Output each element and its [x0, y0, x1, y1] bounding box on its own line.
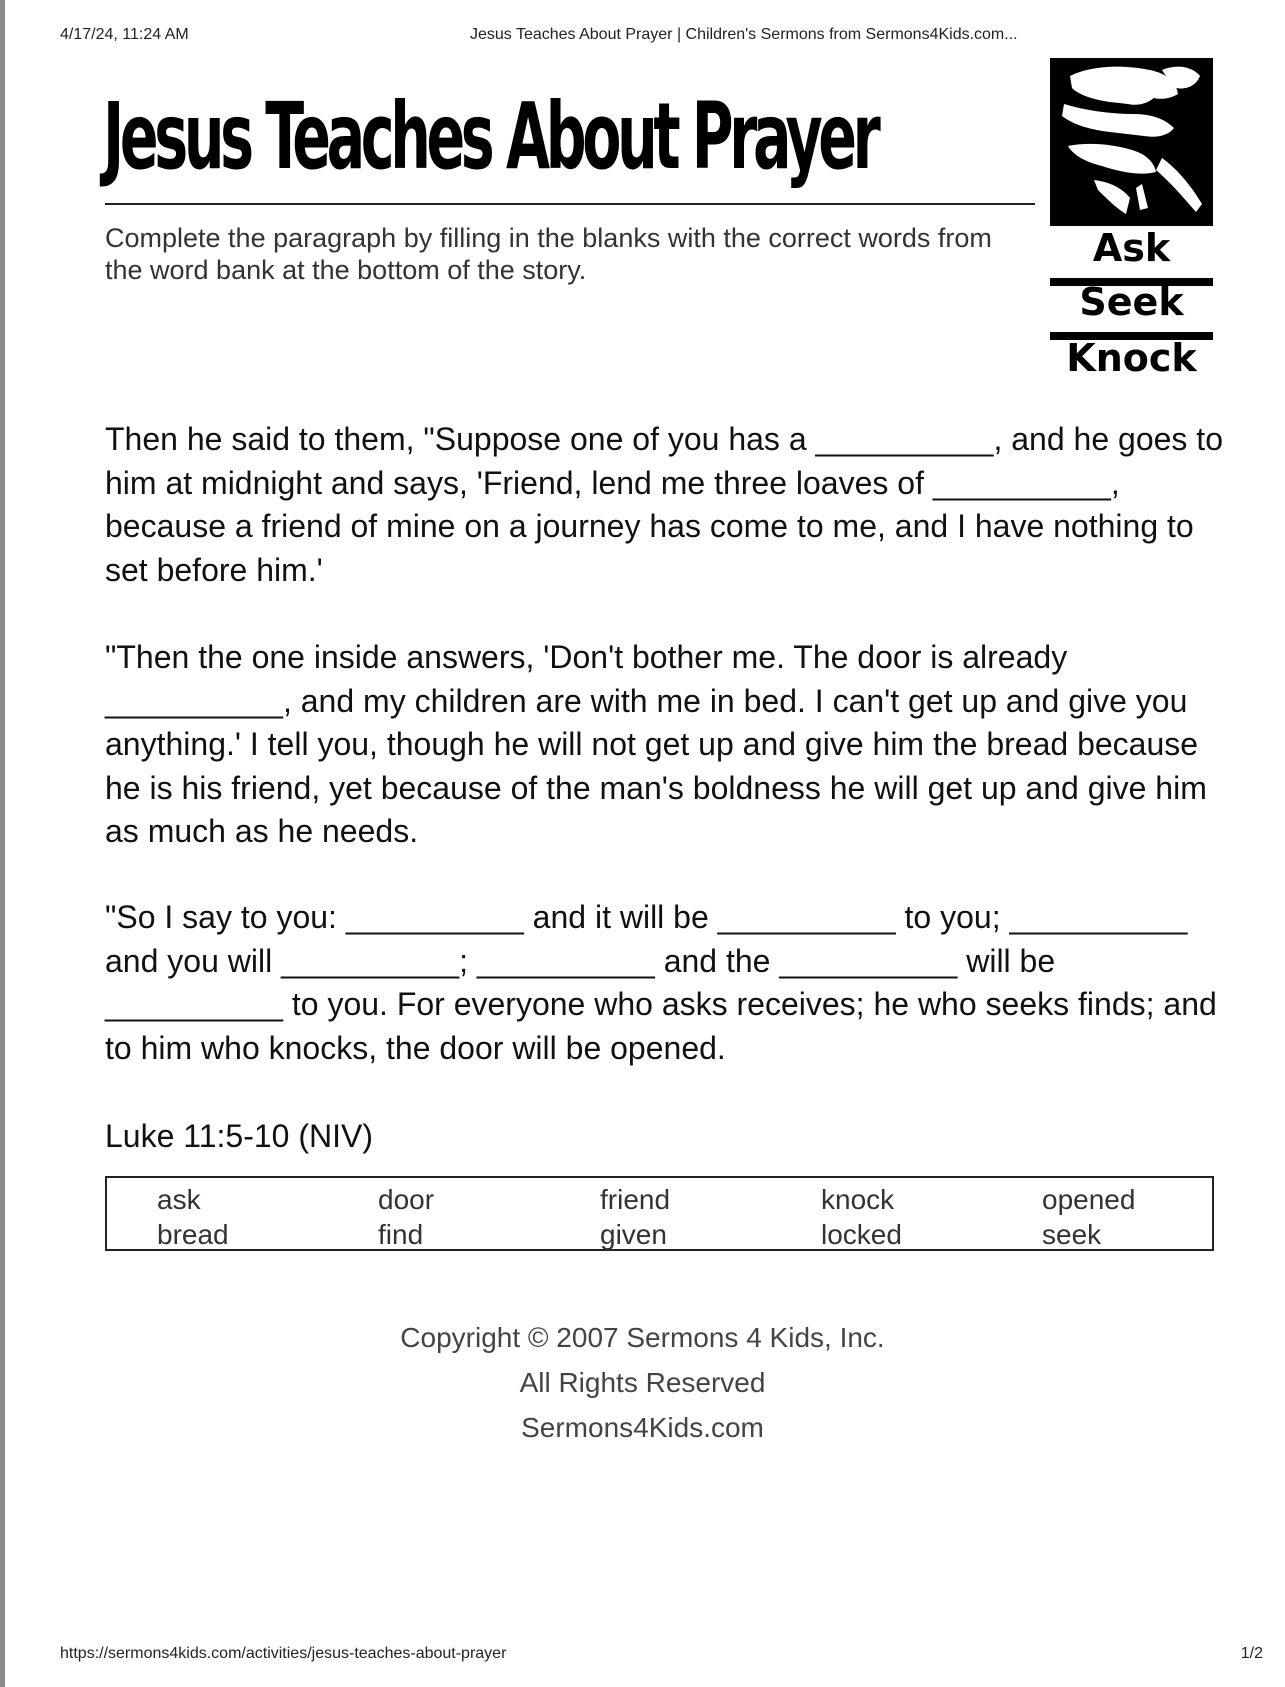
worksheet-title: Jesus Teaches About Prayer — [103, 83, 877, 190]
title-divider — [105, 203, 1035, 205]
rights-line: All Rights Reserved — [519, 1367, 766, 1398]
word-bank-word: opened — [1042, 1184, 1136, 1215]
logo-word-knock: Knock — [1066, 336, 1197, 380]
word-bank-column — [378, 1182, 434, 1252]
word-bank-word: ask — [157, 1184, 201, 1215]
word-bank-column — [821, 1182, 902, 1252]
word-bank-word: door — [378, 1184, 435, 1215]
story-paragraph-2: "Then the one inside answers, 'Don't bother me. The door is already __________, and my children are with me in bed. I can't get up and give you anything.' I tell you, though he will not get up and give him the bread because he is his friend, yet because of the man's boldness he will get up and give him as much as he needs. — [105, 639, 1207, 849]
scripture-reference: Luke 11:5-10 (NIV) — [105, 1118, 373, 1154]
copyright-line: Copyright © 2007 Sermons 4 Kids, Inc. — [400, 1322, 885, 1353]
word-bank-word: locked — [821, 1219, 902, 1250]
print-page-number: 1/2 — [1240, 1645, 1263, 1662]
praying-hands-icon — [1050, 58, 1213, 226]
word-bank-word: knock — [821, 1184, 895, 1215]
word-bank-column — [157, 1182, 229, 1252]
word-bank — [105, 1176, 1214, 1251]
story-paragraph-3: "So I say to you: __________ and it will be __________ to you; __________ and you will __________; __________ and the __________ will be __________ to you. For everyone who asks receives; he who seeks finds; and to him who knocks, the door will be opened. — [105, 899, 1217, 1066]
print-date: 4/17/24, 11:24 AM — [60, 26, 189, 43]
instructions-text: Complete the paragraph by filling in the blanks with the correct words from the word bank at the bottom of the story. — [105, 223, 992, 285]
logo-word-ask: Ask — [1092, 226, 1171, 270]
word-bank-word: friend — [600, 1184, 671, 1215]
print-url: https://sermons4kids.com/activities/jesus-teaches-about-prayer — [60, 1645, 507, 1662]
word-bank-word: given — [600, 1219, 667, 1250]
print-page-title: Jesus Teaches About Prayer | Children's Sermons from Sermons4Kids.com... — [470, 26, 1018, 43]
story-paragraph-1: Then he said to them, "Suppose one of you has a __________, and he goes to him at midnight and says, 'Friend, lend me three loaves of __________, because a friend of mine on a journey has come to me, and I have nothing to set before him.' — [105, 421, 1223, 588]
word-bank-word: bread — [157, 1219, 229, 1250]
word-bank-column — [600, 1182, 670, 1252]
logo-word-seek: Seek — [1079, 280, 1184, 324]
site-line: Sermons4Kids.com — [521, 1412, 764, 1443]
word-bank-word: seek — [1042, 1219, 1102, 1250]
word-bank-column — [1042, 1182, 1135, 1252]
word-bank-word: find — [378, 1219, 424, 1250]
